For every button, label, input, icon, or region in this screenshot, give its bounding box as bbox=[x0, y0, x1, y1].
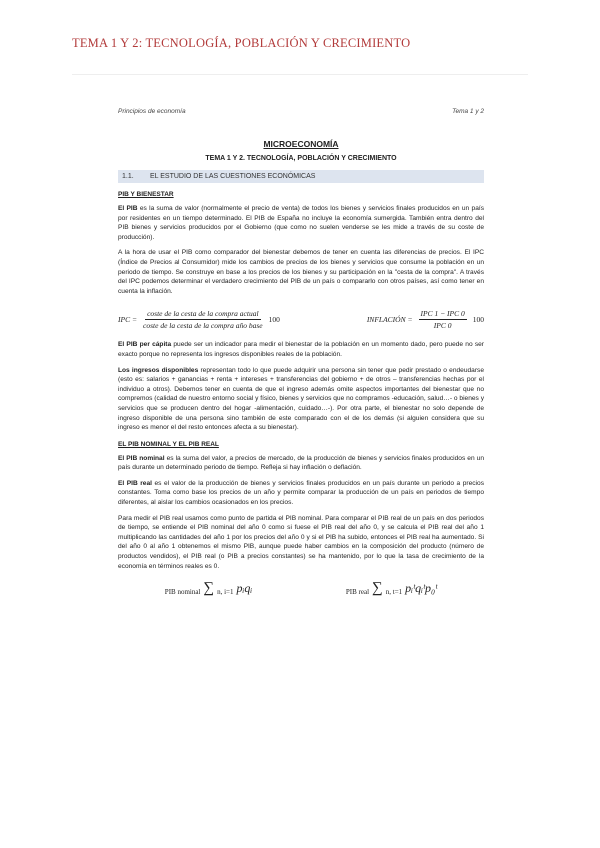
paragraph-pib-per-capita bbox=[118, 340, 484, 359]
formula-inflacion-numerator: IPC 1 − IPC 0 bbox=[420, 308, 465, 318]
term-pib-nominal: El PIB nominal bbox=[118, 454, 165, 462]
page-header-left: Principios de economía bbox=[118, 108, 186, 115]
paragraph-pib-text: es la suma de valor (normalmente el precio de venta) de todos los bienes y servicios finales producidos en un país por residentes en un tiempo determinado. El PIB de España no incluye la economía sumergida. También entra dentro del PIB bienes y servicios producidos por el Gobierno (que como no suelen venderse se les mide a través de su coste de producción). bbox=[118, 205, 484, 241]
formula-inflacion-lhs: INFLACIÓN = bbox=[366, 314, 413, 324]
formula-pib-real-sum: ∑ bbox=[372, 580, 383, 597]
formula-inflacion-multiplier: 100 bbox=[472, 314, 484, 324]
formula-pib-nominal bbox=[165, 581, 253, 596]
term-pib-per-capita: El PIB per cápita bbox=[118, 341, 172, 349]
term-ingresos: Los ingresos disponibles bbox=[118, 366, 199, 374]
formula-pib-real-limits: n, t=1 bbox=[385, 588, 403, 597]
formula-ipc-fraction bbox=[143, 309, 263, 330]
formula-pib-real bbox=[346, 581, 437, 596]
paragraph-pib bbox=[118, 204, 484, 242]
formula-ipc-numerator: coste de la cesta de la compra actual bbox=[147, 308, 259, 318]
paragraph-ingresos-text: representan todo lo que puede adquirir una persona sin tener que pedir prestado o endeudarse (esto es: salarios + ganancias + renta + intereses + transferencias del gobierno + de otros – transferencias hechas por el individuo a otros). Debemos tener en cuenta de que el ingreso además omite aspectos importantes del bienestar que no compremos (calidad de nuestro entorno social y físico, bienes y servicios que no compramos -educación, salud…- o bienes y servicios que se producen dentro del hogar -alimentación, cuidado…-). Por otra parte, el bienestar no solo depende de ingreso disponible de una persona sino también de este comparado con el de los demás (si alguien considera que su ingreso es menor el del resto entonces afecta a su bienestar). bbox=[118, 366, 484, 432]
formula-pib-real-term: pᵢᵗqᵢᵗp₀ᵗ bbox=[405, 581, 438, 596]
paragraph-medir-pib: Para medir el PIB real usamos como punto de partida el PIB nominal. Para comparar el PIB real de un país en dos periodos de tiempo, se entiende el PIB nominal del año 0 como si fuese el PIB real del año 0, y se calcula el PIB real del año 1 multiplicando las cantidades del año 1 por los precios del año 0 y si el PIB ha subido, entonces el PIB real ha aumentado. Si del año 0 al año 1 obtenemos el mismo PIB, aunque puede haber cambios en la composición del producto (número de productos vendidos), el PIB real (o PIB a precios constantes) se ha mantenido, por lo que la tasa de crecimiento de la economía en términos reales es 0. bbox=[118, 514, 484, 570]
paragraph-pib-real-text: es el valor de la producción de bienes y servicios finales producidos en un país durante un periodo a precios constantes. Toma como base los precios de un año y permite comparar la producción de un país en periodos de tiempo diferentes, al aislar los cambios ocasionados en los precios. bbox=[118, 479, 484, 507]
formula-inflacion bbox=[367, 309, 484, 330]
paragraph-ingresos bbox=[118, 366, 484, 433]
formulas-ipc-inflacion bbox=[118, 304, 484, 334]
section-title: EL ESTUDIO DE LAS CUESTIONES ECONÓMICAS bbox=[150, 173, 316, 180]
formula-pib-nominal-limits: n, i=1 bbox=[217, 588, 234, 597]
formula-inflacion-denominator: IPC 0 bbox=[433, 320, 452, 330]
formulas-pib bbox=[118, 581, 484, 596]
formula-pib-nominal-term: pᵢqᵢ bbox=[236, 581, 253, 596]
formula-ipc-lhs: IPC = bbox=[118, 314, 138, 324]
title-divider bbox=[72, 74, 528, 75]
formula-ipc-denominator: coste de la cesta de la compra año base bbox=[143, 320, 263, 330]
section-number: 1.1. bbox=[122, 173, 134, 180]
formula-pib-real-label: PIB real bbox=[345, 588, 370, 597]
section-heading bbox=[118, 170, 484, 183]
paragraph-ipc: A la hora de usar el PIB como comparador del bienestar debemos de tener en cuenta las diferencias de precios. El IPC (Índice de Precios al Consumidor) mide los cambios de precios de los bienes y servicios que consume la población en un periodo de tiempo. Se construye en base a los precios de los bienes y su participación en la "cesta de la compra". A través del IPC podemos determinar el verdadero crecimiento del PIB de un país o compararlo con otros países, así como tener en cuenta la inflación. bbox=[118, 249, 484, 295]
formula-pib-nominal-sum: ∑ bbox=[203, 580, 215, 597]
main-heading: MICROECONOMÍA bbox=[263, 139, 339, 149]
paragraph-pib-real bbox=[118, 479, 484, 508]
paragraph-pib-nominal-text: es la suma del valor, a precios de mercado, de la producción de bienes y servicios finales producidos en un país durante un determinado periodo de tiempo. Refleja si hay inflación o deflación. bbox=[118, 454, 484, 472]
formula-pib-nominal-label: PIB nominal bbox=[164, 588, 201, 597]
formula-ipc-multiplier: 100 bbox=[268, 314, 280, 324]
term-pib-real: El PIB real bbox=[118, 479, 152, 487]
formula-inflacion-fraction bbox=[419, 309, 467, 330]
paragraph-pib-per-capita-text: puede ser un indicador para medir el bienestar de la población en un momento dado, pero puede no ser exacto porque no representa los ingresos disponibles reales de la población. bbox=[118, 341, 484, 358]
document-page bbox=[118, 108, 484, 596]
subheading-pib-nominal-real: EL PIB NOMINAL Y EL PIB REAL bbox=[118, 440, 219, 448]
sub-heading: TEMA 1 Y 2. TECNOLOGÍA, POBLACIÓN Y CRECIMIENTO bbox=[205, 155, 397, 162]
term-pib: El PIB bbox=[118, 205, 138, 212]
page-header bbox=[118, 108, 484, 115]
document-title: TEMA 1 Y 2: TECNOLOGÍA, POBLACIÓN Y CRECIMIENTO bbox=[72, 36, 411, 50]
formula-ipc bbox=[118, 309, 280, 330]
subheading-pib-bienestar: PIB Y BIENESTAR bbox=[118, 191, 174, 198]
paragraph-pib-nominal bbox=[118, 454, 484, 473]
page-header-right: Tema 1 y 2 bbox=[452, 108, 484, 115]
